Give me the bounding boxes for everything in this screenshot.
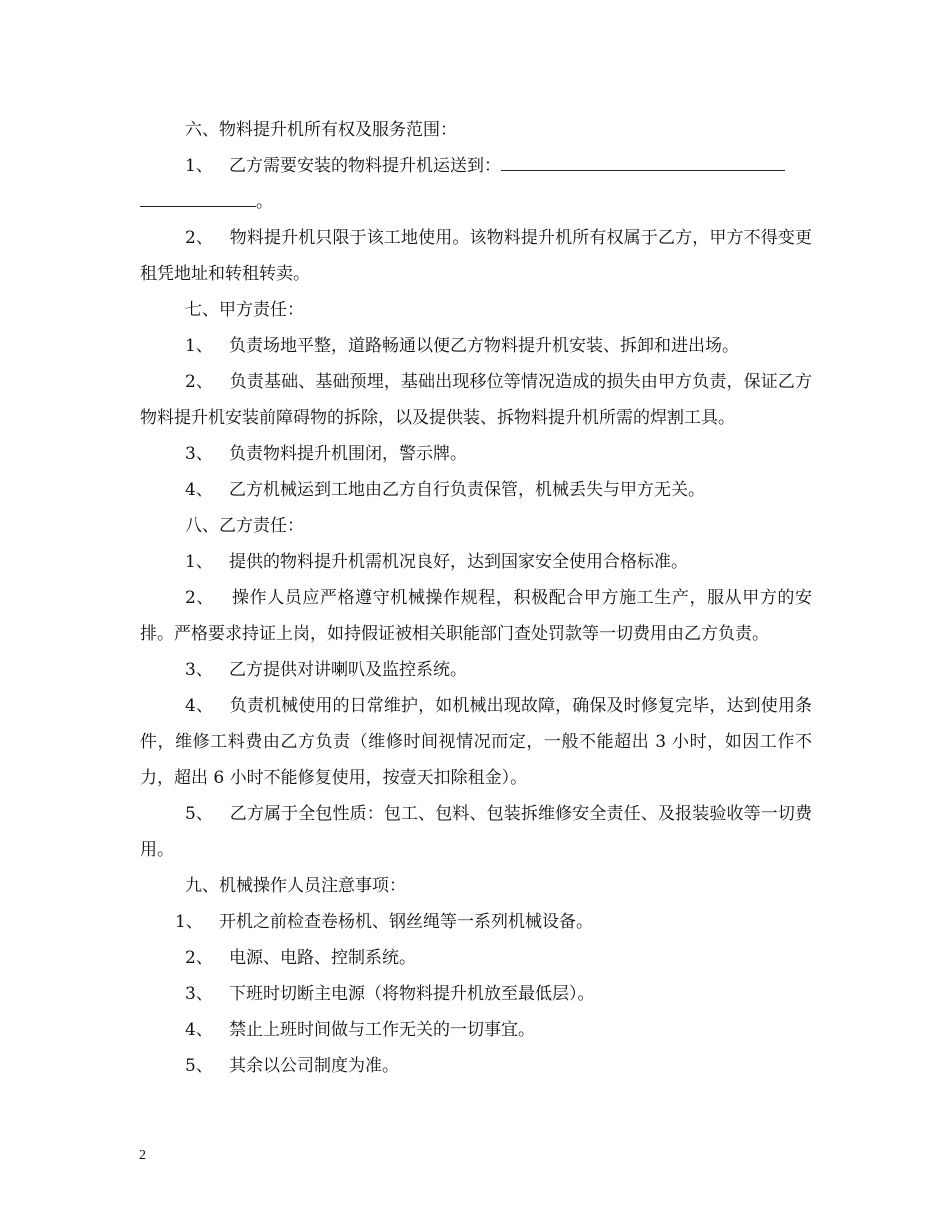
section-6-item-1-continuation bbox=[140, 184, 812, 220]
item-number: 1、 bbox=[185, 156, 213, 176]
section-8-item-5 bbox=[140, 796, 812, 868]
section-9-item-5 bbox=[140, 1048, 812, 1084]
item-text: 乙方提供对讲喇叭及监控系统。 bbox=[229, 660, 468, 680]
item-text: 乙方机械运到工地由乙方自行负责保管，机械丢失与甲方无关。 bbox=[229, 480, 706, 500]
section-7-item-4 bbox=[140, 472, 812, 508]
document-body bbox=[140, 112, 812, 1084]
item-tail: 。 bbox=[256, 192, 273, 212]
item-text: 乙方需要安装的物料提升机运送到： bbox=[229, 156, 502, 176]
section-9-item-1 bbox=[140, 904, 812, 940]
item-text: 负责机械使用的日常维护，如机械出现故障，确保及时修复完毕，达到使用条件，维修工料费由乙方负责（维修时间视情况而定，一般不能超出 3 小时，如因工作不力，超出 6 小时不能修复使用，按壹天扣除租金）。 bbox=[140, 696, 812, 788]
item-text: 提供的物料提升机需机况良好，达到国家安全使用合格标准。 bbox=[229, 552, 689, 572]
item-number: 1、 bbox=[185, 336, 213, 356]
item-text: 操作人员应严格遵守机械操作规程，积极配合甲方施工生产，服从甲方的安排。严格要求持证上岗，如持假证被相关职能部门查处罚款等一切费用由乙方负责。 bbox=[140, 588, 813, 644]
section-7-item-3 bbox=[140, 436, 812, 472]
section-9-item-3 bbox=[140, 976, 812, 1012]
section-9-item-4 bbox=[140, 1012, 812, 1048]
item-number: 5、 bbox=[185, 804, 214, 824]
item-text: 乙方属于全包性质：包工、包料、包装拆维修安全责任、及报装验收等一切费用。 bbox=[140, 804, 812, 860]
item-text: 负责场地平整，道路畅通以便乙方物料提升机安装、拆卸和进出场。 bbox=[229, 336, 740, 356]
section-7-heading: 七、甲方责任： bbox=[185, 300, 304, 320]
item-number: 2、 bbox=[185, 588, 215, 608]
section-8-item-2 bbox=[140, 580, 812, 652]
item-number: 4、 bbox=[185, 480, 213, 500]
item-number: 4、 bbox=[185, 1020, 213, 1040]
section-9-heading: 九、机械操作人员注意事项： bbox=[185, 876, 406, 896]
section-8-item-4 bbox=[140, 688, 812, 796]
item-text: 负责基础、基础预埋，基础出现移位等情况造成的损失由甲方负责，保证乙方物料提升机安装前障碍物的拆除，以及提供装、拆物料提升机所需的焊割工具。 bbox=[140, 372, 812, 428]
fill-in-blank bbox=[501, 156, 785, 171]
item-number: 3、 bbox=[185, 984, 213, 1004]
item-text: 其余以公司制度为准。 bbox=[229, 1056, 400, 1076]
item-text: 禁止上班时间做与工作无关的一切事宜。 bbox=[229, 1020, 536, 1040]
section-8-heading: 八、乙方责任： bbox=[185, 516, 304, 536]
section-6-item-1 bbox=[140, 148, 812, 184]
section-7-item-2 bbox=[140, 364, 812, 436]
section-6-heading: 六、物料提升机所有权及服务范围： bbox=[185, 120, 457, 140]
item-text: 物料提升机只限于该工地使用。该物料提升机所有权属于乙方，甲方不得变更租凭地址和转租转卖。 bbox=[140, 228, 812, 284]
item-text: 负责物料提升机围闭，警示牌。 bbox=[229, 444, 468, 464]
item-number: 3、 bbox=[185, 444, 213, 464]
section-6-item-2 bbox=[140, 220, 812, 292]
page-number: 2 bbox=[139, 1148, 146, 1163]
item-number: 3、 bbox=[185, 660, 213, 680]
item-text: 下班时切断主电源（将物料提升机放至最低层）。 bbox=[229, 984, 595, 1004]
section-7-item-1 bbox=[140, 328, 812, 364]
item-number: 5、 bbox=[185, 1056, 213, 1076]
item-number: 2、 bbox=[185, 372, 214, 392]
item-number: 2、 bbox=[185, 948, 213, 968]
fill-in-blank-continued bbox=[140, 192, 256, 207]
item-number: 1、 bbox=[175, 912, 203, 932]
item-text: 开机之前检查卷杨机、钢丝绳等一系列机械设备。 bbox=[219, 912, 594, 932]
section-8-item-1 bbox=[140, 544, 812, 580]
section-9-item-2 bbox=[140, 940, 812, 976]
item-number: 2、 bbox=[185, 228, 214, 248]
item-number: 4、 bbox=[185, 696, 214, 716]
item-text: 电源、电路、控制系统。 bbox=[229, 948, 417, 968]
section-8-item-3 bbox=[140, 652, 812, 688]
item-number: 1、 bbox=[185, 552, 213, 572]
